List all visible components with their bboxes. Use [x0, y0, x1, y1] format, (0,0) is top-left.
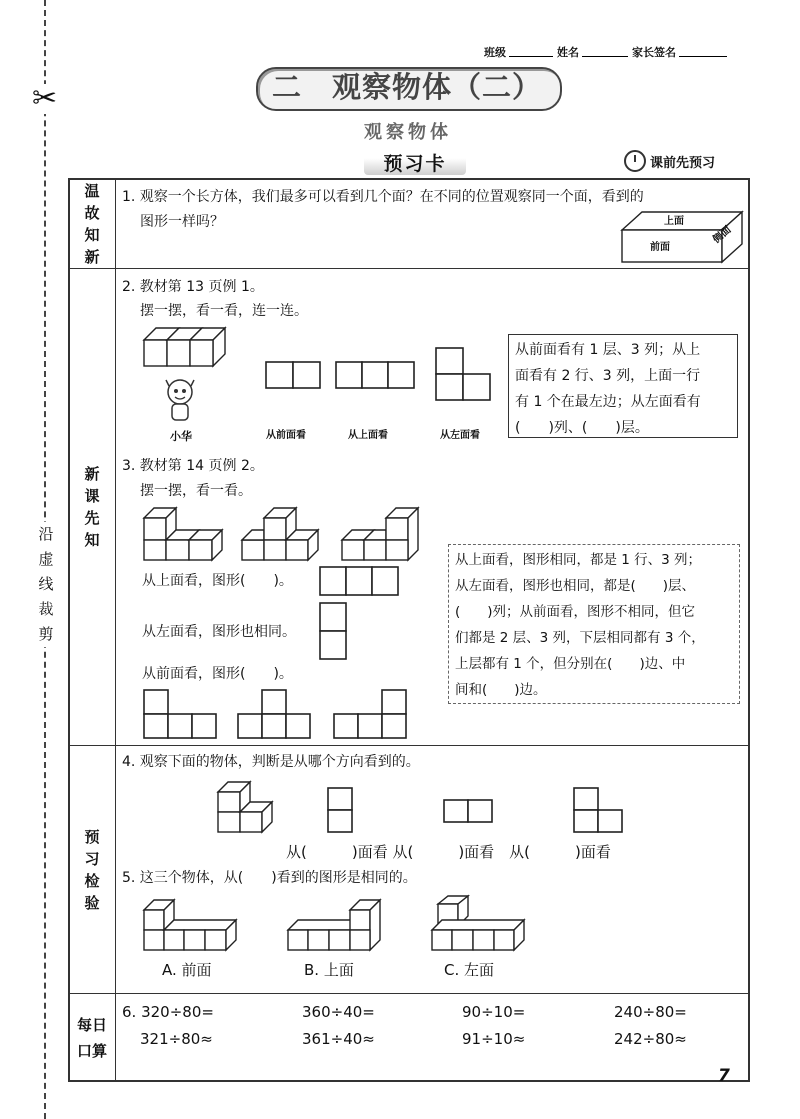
alarm-clock-icon	[624, 150, 646, 172]
student-info-header	[484, 44, 731, 60]
calc-item: 91÷10≈	[462, 1030, 526, 1048]
row-divider	[68, 745, 750, 746]
q1-line2: 图形一样吗？	[140, 214, 224, 230]
preview-tag	[624, 150, 715, 172]
name-label: 姓名	[557, 46, 579, 59]
card-title: 预习卡	[383, 153, 447, 175]
q5-option-c[interactable]: C. 左面	[444, 961, 495, 979]
preview-label: 课前先预习	[650, 155, 716, 171]
row-divider	[68, 993, 750, 994]
section-preview-check	[69, 746, 115, 993]
q2-note-box	[508, 334, 738, 438]
view-left-shape	[434, 346, 492, 402]
q3-top-view-shape	[318, 565, 400, 597]
q2-solid	[140, 322, 240, 372]
section-char: 每日	[76, 1015, 107, 1034]
note-line: 从前面看有 1 层、3 列；从上	[515, 342, 701, 358]
section-char: 新	[84, 247, 100, 266]
lesson-subtitle: 观察物体	[364, 122, 452, 143]
view-top-label: 从上面看	[348, 430, 388, 441]
page-number: 7	[718, 1066, 730, 1086]
kid-illustration	[160, 376, 200, 424]
q4-view-3	[572, 786, 624, 836]
column-divider	[115, 178, 116, 1082]
view-front-label: 从前面看	[266, 430, 306, 441]
section-char: 故	[84, 203, 100, 222]
view-left-label: 从左面看	[440, 430, 480, 441]
front-face-label: 前面	[650, 242, 670, 253]
note-line: 从左面看，图形也相同，都是( )层、	[455, 578, 696, 594]
calc-item: 360÷40=	[302, 1003, 375, 1021]
note-line: 间和( )边。	[455, 682, 547, 698]
cut-char: 沿	[38, 525, 54, 543]
top-face-label: 上面	[664, 216, 684, 227]
cut-char: 裁	[38, 600, 54, 618]
q3-front-view-shapes	[140, 688, 430, 742]
cut-instruction	[34, 522, 58, 647]
q5-line1: 5. 这三个物体，从( )看到的图形是相同的。	[122, 870, 417, 886]
note-line: ( )列；从前面看，图形不相同，但它	[455, 604, 696, 620]
view-top-shape	[334, 360, 418, 390]
note-line: 们都是 2 层、3 列，下层相同都有 3 个，	[455, 630, 705, 646]
section-char: 验	[84, 893, 100, 912]
section-char: 预	[84, 827, 100, 846]
section-daily-calc	[69, 994, 115, 1081]
parent-signature-blank[interactable]	[679, 44, 727, 57]
section-char: 新	[84, 465, 100, 483]
cut-char: 虚	[38, 550, 54, 568]
calc-item: 6. 320÷80=	[122, 1003, 214, 1021]
section-char: 检	[84, 871, 100, 890]
section-char: 课	[84, 487, 100, 505]
q4-solid	[216, 776, 280, 836]
q3-top-view-text: 从上面看，图形( )。	[142, 573, 293, 589]
calc-item: 361÷40≈	[302, 1030, 375, 1048]
row-divider	[68, 268, 750, 269]
q5-option-b[interactable]: B. 上面	[304, 961, 354, 979]
note-line: 有 1 个在最左边；从左面看有	[515, 394, 701, 410]
q4-view-1	[326, 786, 354, 836]
q3-line1: 3. 教材第 14 页例 2。	[122, 458, 264, 474]
section-char: 知	[84, 225, 100, 244]
q3-left-view-shape	[318, 601, 348, 661]
q2-line2: 摆一摆，看一看，连一连。	[140, 303, 308, 319]
view-front-shape	[264, 360, 322, 390]
section-review	[69, 179, 115, 268]
cut-char: 线	[38, 575, 54, 593]
q3-front-view-text: 从前面看，图形( )。	[142, 666, 293, 682]
note-line: ( )列、( )层。	[515, 420, 649, 436]
note-line: 面看有 2 行、3 列，上面一行	[515, 368, 701, 384]
q5-solids	[140, 894, 540, 954]
scissors-icon: ✂	[32, 81, 58, 116]
q3-note-box	[448, 544, 740, 704]
section-char: 知	[84, 531, 100, 549]
note-line: 从上面看，图形相同，都是 1 行、3 列；	[455, 552, 702, 568]
class-blank[interactable]	[509, 44, 553, 57]
cut-char: 剪	[38, 625, 54, 643]
q1-line1: 1. 观察一个长方体，我们最多可以看到几个面？在不同的位置观察同一个面，看到的	[122, 189, 644, 205]
parent-signature-label: 家长签名	[632, 46, 676, 59]
page-title: 二 观察物体（二）	[271, 70, 542, 104]
q5-option-a[interactable]: A. 前面	[162, 961, 212, 979]
q4-view-2	[442, 798, 494, 826]
calc-item: 240÷80=	[614, 1003, 687, 1021]
section-char: 习	[84, 849, 100, 868]
class-label: 班级	[484, 46, 506, 59]
q4-answer-blanks[interactable]: 从( )面看 从( )面看 从( )面看	[286, 843, 611, 861]
q4-line1: 4. 观察下面的物体，判断是从哪个方向看到的。	[122, 754, 420, 770]
kid-name: 小华	[170, 430, 192, 443]
section-new-lesson	[69, 269, 115, 745]
calc-item: 90÷10=	[462, 1003, 526, 1021]
section-char: 口算	[76, 1041, 107, 1060]
q3-solids	[140, 502, 440, 562]
q2-line1: 2. 教材第 13 页例 1。	[122, 279, 264, 295]
calc-item: 242÷80≈	[614, 1030, 687, 1048]
side-face-label: 侧面	[711, 224, 734, 246]
calc-item: 321÷80≈	[140, 1030, 213, 1048]
name-blank[interactable]	[582, 44, 628, 57]
section-char: 温	[84, 181, 100, 200]
q3-line2: 摆一摆，看一看。	[140, 483, 252, 499]
note-line: 上层都有 1 个，但分别在( )边、中	[455, 656, 686, 672]
section-char: 先	[84, 509, 100, 527]
q3-left-view-text: 从左面看，图形也相同。	[142, 624, 296, 640]
